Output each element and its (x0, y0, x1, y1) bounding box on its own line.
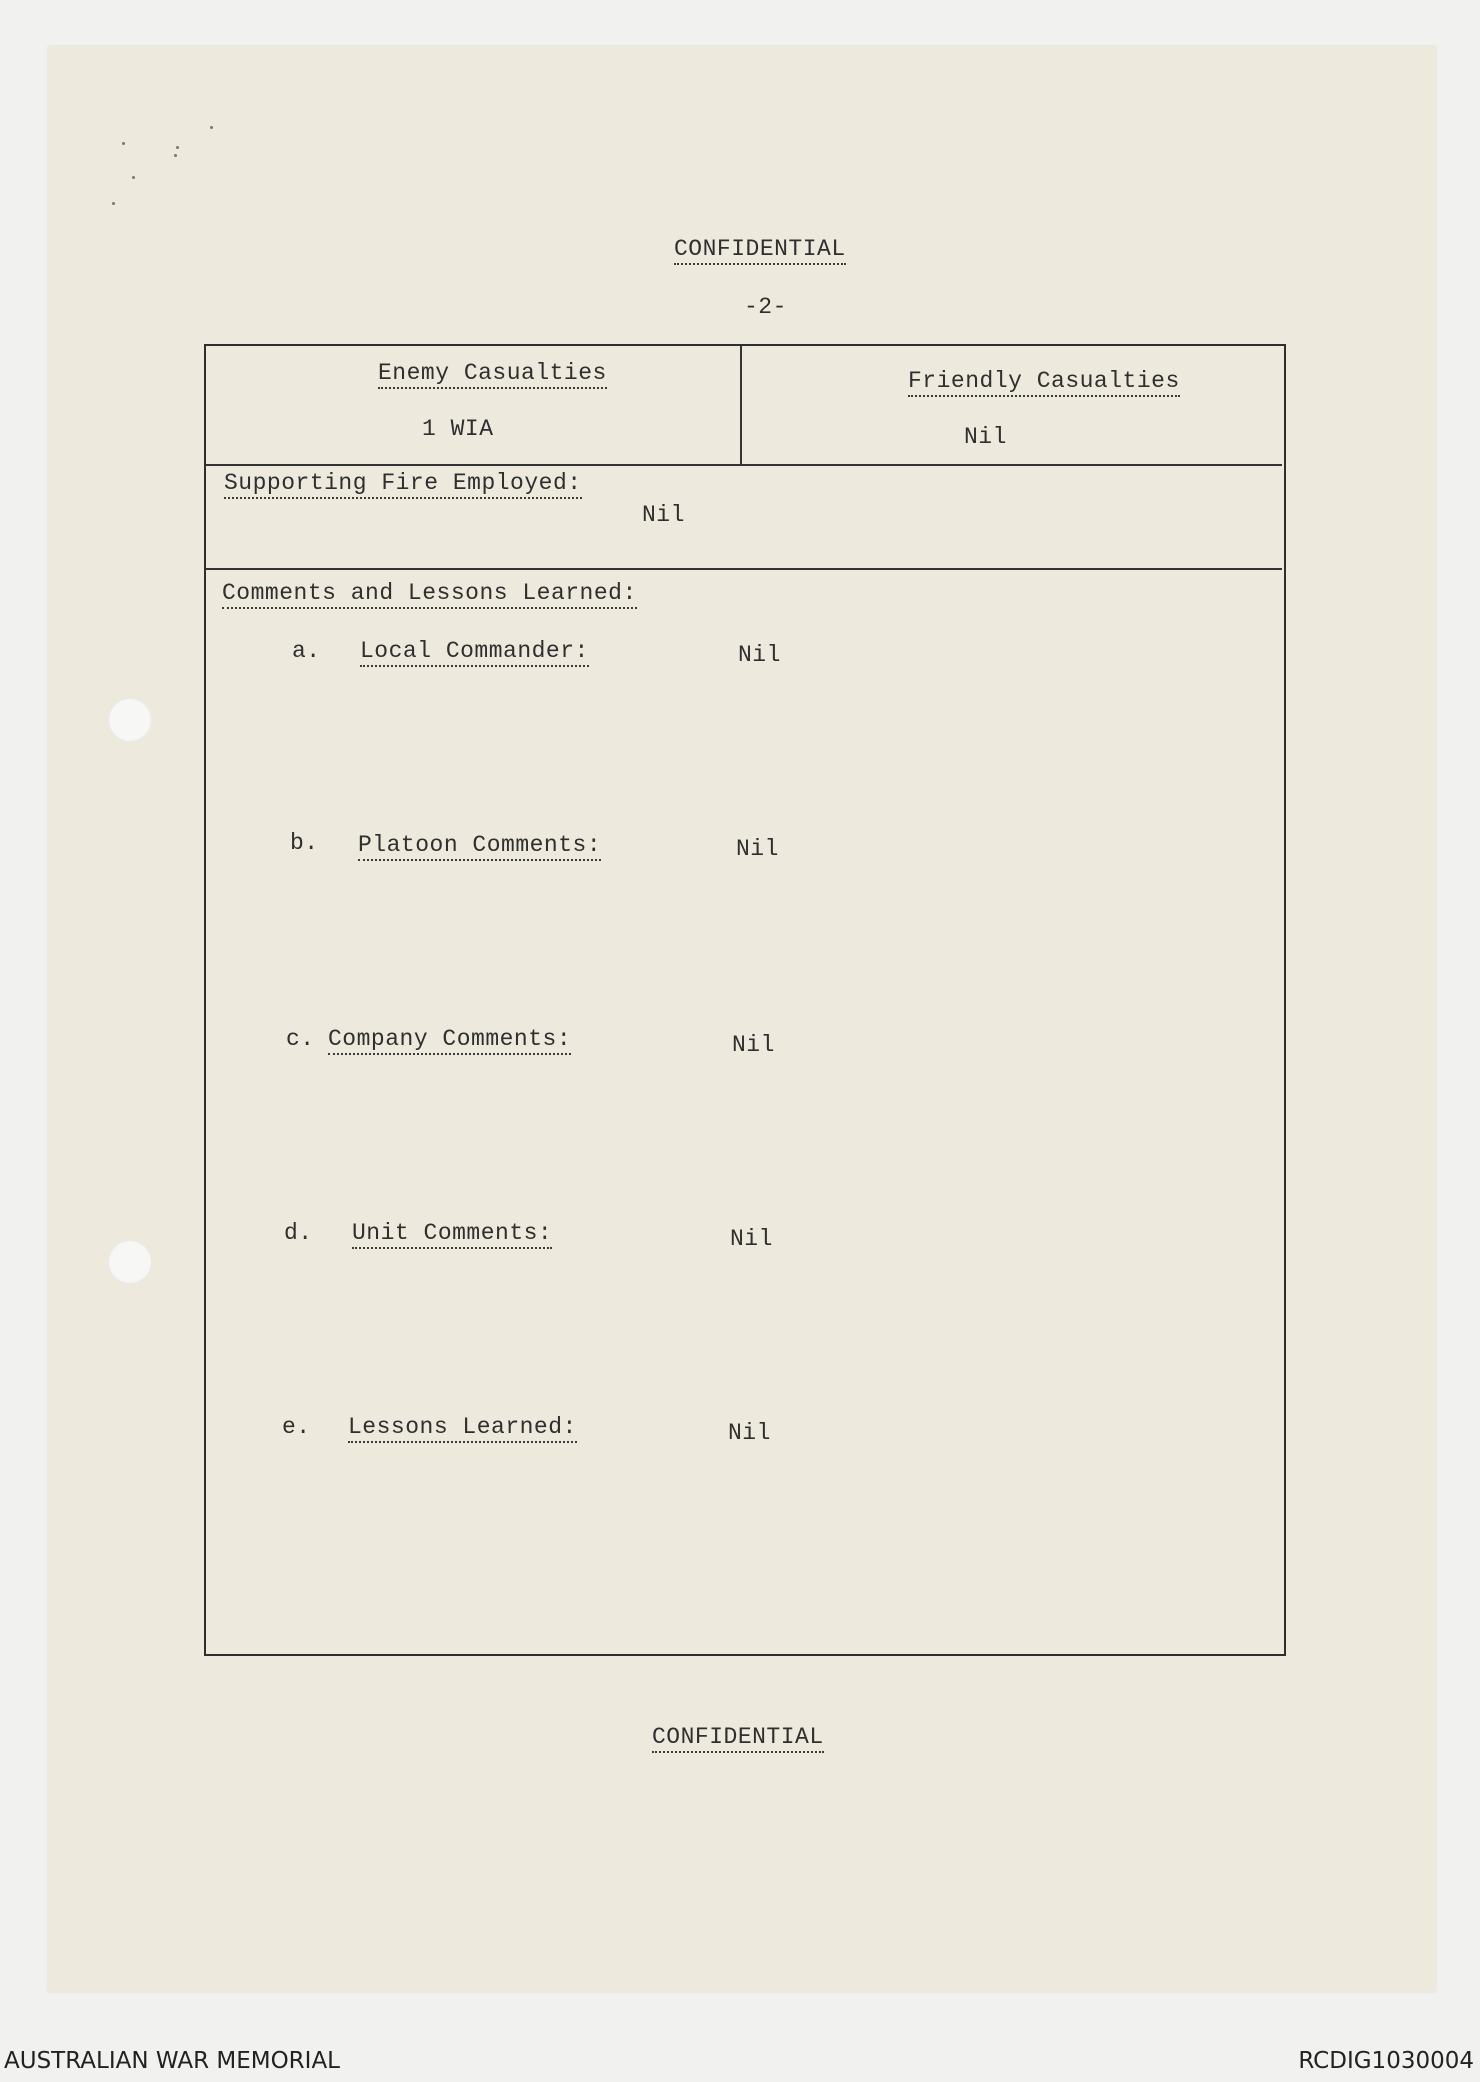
supporting-fire-label: Supporting Fire Employed: (224, 470, 582, 499)
paper-mark (174, 154, 177, 157)
friendly-casualties-value: Nil (964, 424, 1007, 450)
comment-value-company: Nil (732, 1032, 775, 1058)
enemy-casualties-label: Enemy Casualties (378, 360, 607, 389)
page-number: -2- (744, 294, 787, 320)
footer-institution: AUSTRALIAN WAR MEMORIAL (4, 2048, 340, 2074)
punch-hole-bottom (108, 1240, 152, 1284)
paper-mark (122, 142, 125, 145)
comment-letter-e: e. (282, 1414, 311, 1440)
punch-hole-top (108, 698, 152, 742)
enemy-casualties-value: 1 WIA (422, 416, 494, 442)
comment-label-unit: Unit Comments: (352, 1220, 552, 1249)
classification-bottom: CONFIDENTIAL (652, 1724, 824, 1753)
paper-mark (132, 176, 135, 179)
paper-mark (176, 146, 179, 149)
paper-mark (210, 126, 213, 129)
report-table-frame (204, 344, 1286, 1656)
friendly-casualties-label: Friendly Casualties (908, 368, 1180, 397)
paper-mark (112, 202, 115, 205)
row-divider-1 (206, 464, 1282, 466)
casualties-divider (740, 346, 742, 464)
comments-title: Comments and Lessons Learned: (222, 580, 637, 609)
comment-label-company: Company Comments: (328, 1026, 571, 1055)
comment-letter-d: d. (284, 1220, 313, 1246)
comment-letter-b: b. (290, 830, 319, 856)
footer-reference-id: RCDIG1030004 (1298, 2048, 1474, 2074)
comment-letter-c: c. (286, 1026, 315, 1052)
row-divider-2 (206, 568, 1282, 570)
comment-value-platoon: Nil (736, 836, 779, 862)
comment-label-lessons-learned: Lessons Learned: (348, 1414, 577, 1443)
classification-top: CONFIDENTIAL (674, 236, 846, 265)
comment-letter-a: a. (292, 638, 321, 664)
comment-label-local-commander: Local Commander: (360, 638, 589, 667)
supporting-fire-value: Nil (642, 502, 685, 528)
comment-value-local-commander: Nil (738, 642, 781, 668)
comment-label-platoon: Platoon Comments: (358, 832, 601, 861)
comment-value-unit: Nil (730, 1226, 773, 1252)
comment-value-lessons-learned: Nil (728, 1420, 771, 1446)
